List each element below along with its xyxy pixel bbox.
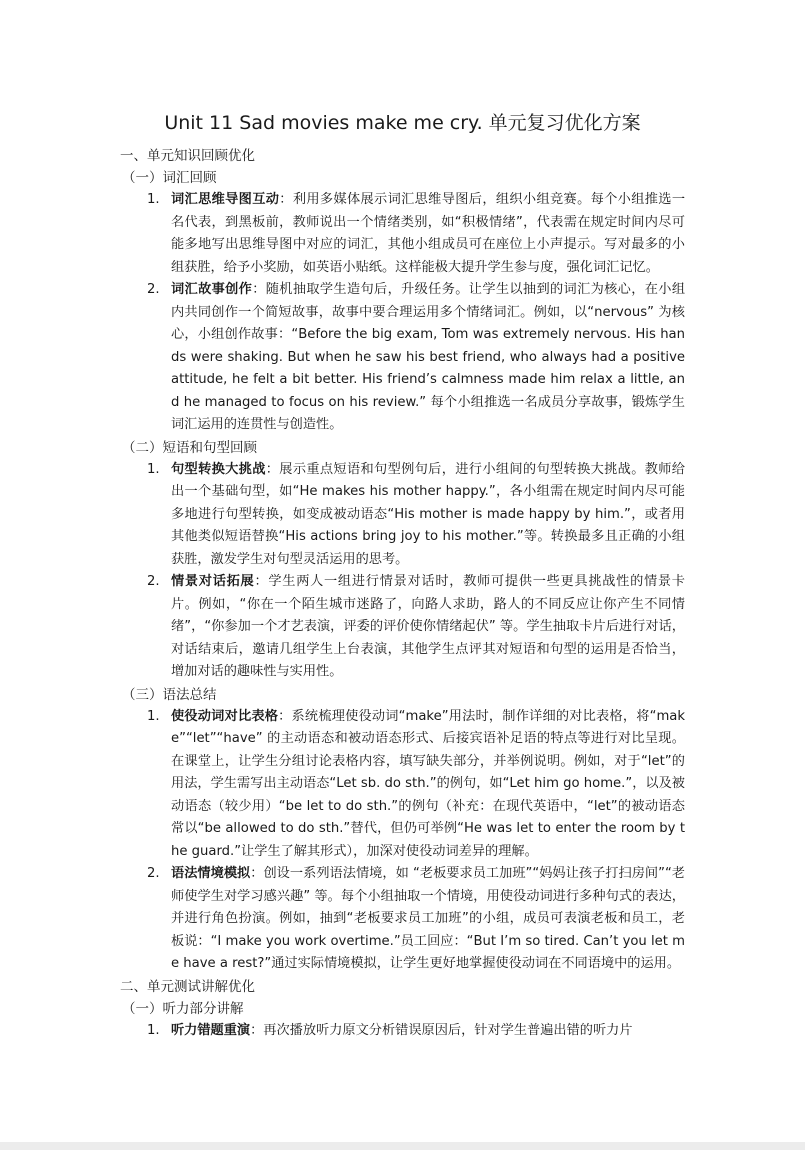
item-lead: 词汇思维导图互动: [171, 192, 280, 207]
item-lead: 语法情境模拟: [171, 866, 251, 881]
item-lead: 句型转换大挑战: [171, 461, 266, 477]
document-body: [0, 145, 805, 1042]
item-number: 1.: [147, 708, 160, 724]
item-number: 1.: [147, 1022, 160, 1038]
item-number: 2.: [147, 574, 160, 589]
subsection-heading: （二）短语和句型回顾: [122, 439, 257, 456]
list-item: [147, 189, 686, 279]
item-text: ：利用多媒体展示词汇思维导图后，组织小组竞赛。每个小组推选一名代表，到黑板前，教师说出一个情绪类别，如“积极情绪”，代表需在规定时间内尽可能多地写出思维导图中对应的词汇，其他小组成员可在座位上小声提示。写对最多的小组获胜，给予小奖励，如英语小贴纸。这样能极大提升学生参与度，强化词汇记忆。: [171, 192, 686, 275]
item-text: ：随机抽取学生造句后，升级任务。让学生以抽到的词汇为核心，在小组内共同创作一个简短故事，故事中要合理运用多个情绪词汇。例如，以“nervous” 为核心，小组创作故事：“Before the big exam, Tom was extremely nervous. His hands were shaking. But when he saw his best friend, who always had a positive attitude, he felt a bit better. His friend’s calmness made him relax a little, and he managed to focus on his review.” 每个小组推选一名成员分享故事，锻炼学生词汇运用的连贯性与创造性。: [171, 282, 686, 432]
item-number: 1.: [147, 461, 160, 477]
item-number: 1.: [147, 192, 160, 207]
list-item: [147, 706, 686, 864]
subsection-heading: （一）词汇回顾: [122, 170, 217, 186]
list-item: [147, 459, 685, 572]
item-lead: 使役动词对比表格: [171, 708, 279, 724]
section-heading: 二、单元测试讲解优化: [120, 978, 255, 995]
list-item: [147, 279, 686, 437]
item-text: ：系统梳理使役动词“make”用法时，制作详细的对比表格，将“make”“let”“have” 的主动语态和被动语态形式、后接宾语补足语的特点等进行对比呈现。在课堂上，让学生分组讨论表格内容，填写缺失部分，并举例说明。例如，对于“let”的用法，学生需写出主动语态“Let sb. do sth.”的例句，如“Let him go home.”，以及被动语态（较少用）“be let to do sth.”的例句（补充：在现代英语中，“let”的被动语态常以“be allowed to do sth.”替代，但仍可举例“He was let to enter the room by the guard.”让学生了解其形式），加深对使役动词差异的理解。: [171, 708, 686, 859]
item-lead: 情景对话拓展: [171, 574, 255, 589]
item-number: 2.: [147, 866, 160, 881]
item-text: ：创设一系列语法情境，如 “老板要求员工加班”“妈妈让孩子打扫房间”“老师使学生对学习感兴趣” 等。每个小组抽取一个情境，用使役动词进行多种句式的表达，并进行角色扮演。例如，抽到“老板要求员工加班”的小组，成员可表演老板和员工，老板说：“I make you work overtime.”员工回应：“But I’m so tired. Can’t you let me have a rest?”通过实际情境模拟，让学生更好地掌握使役动词在不同语境中的运用。: [171, 866, 685, 971]
item-lead: 听力错题重演: [171, 1022, 251, 1038]
section-heading: 一、单元知识回顾优化: [120, 148, 255, 164]
list-item: [147, 1020, 685, 1043]
item-lead: 词汇故事创作: [171, 282, 253, 297]
list-item: [147, 571, 685, 684]
subsection-heading: （一）听力部分讲解: [122, 1000, 244, 1017]
item-text: ：再次播放听力原文分析错误原因后，针对学生普遍出错的听力片: [250, 1022, 633, 1038]
document-title: Unit 11 Sad movies make me cry. 单元复习优化方案: [164, 112, 641, 134]
item-text: ：学生两人一组进行情景对话时，教师可提供一些更具挑战性的情景卡片。例如，“你在一个陌生城市迷路了，向路人求助，路人的不同反应让你产生不同情绪”，“你参加一个才艺表演，评委的评价使你情绪起伏” 等。学生抽取卡片后进行对话，对话结束后，邀请几组学生上台表演，其他学生点评其对短语和句型的运用是否恰当，增加对话的趣味性与实用性。: [171, 574, 685, 679]
list-item: [147, 863, 685, 976]
item-text: ：展示重点短语和句型例句后，进行小组间的句型转换大挑战。教师给出一个基础句型，如“He makes his mother happy.”，各小组需在规定时间内尽可能多地进行句型转换，如变成被动语态“His mother is made happy by him.”，或者用其他类似短语替换“His actions bring joy to his mother.”等。转换最多且正确的小组获胜，激发学生对句型灵活运用的思考。: [171, 461, 685, 567]
item-number: 2.: [147, 282, 160, 297]
subsection-heading: （三）语法总结: [122, 686, 217, 703]
